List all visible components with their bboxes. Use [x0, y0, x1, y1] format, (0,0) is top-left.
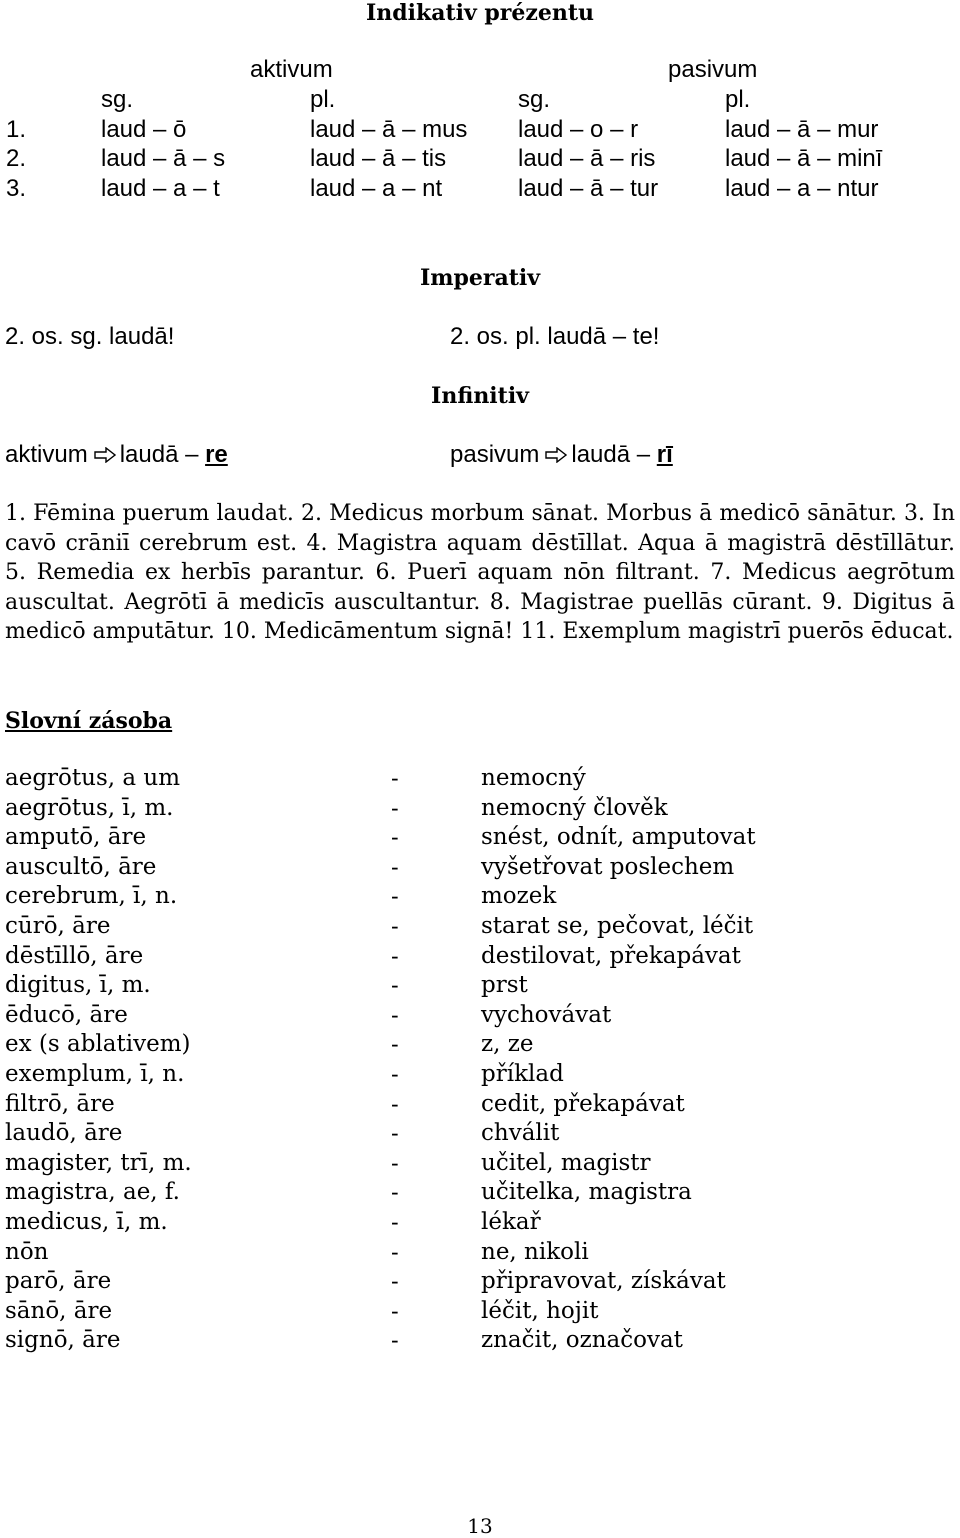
vocabulary-row [5, 794, 905, 824]
vocabulary-czech: destilovat, překapávat [481, 942, 741, 969]
vocabulary-separator: - [391, 1208, 399, 1235]
vocabulary-czech: učitelka, magistra [481, 1179, 692, 1206]
conj-cell: laud – o – r [518, 116, 639, 143]
infinitive-active-ending: re [205, 441, 228, 468]
infinitive-passive-ending: rī [656, 441, 673, 468]
vocabulary-separator: - [391, 1031, 399, 1058]
vocabulary-latin: cūrō, āre [5, 912, 111, 939]
vocabulary-row [5, 971, 905, 1001]
vocabulary-czech: připravovat, získávat [481, 1268, 726, 1295]
vocabulary-latin: ēducō, āre [5, 1001, 128, 1028]
vocabulary-czech: chválit [481, 1120, 560, 1147]
hollow-right-arrow-icon [545, 442, 567, 470]
conj-cell: laud – ā – ris [518, 145, 656, 172]
vocabulary-czech: snést, odnít, amputovat [481, 824, 756, 851]
vocabulary-row [5, 823, 905, 853]
vocabulary-czech: příklad [481, 1060, 564, 1087]
vocabulary-latin: ex (s ablativem) [5, 1031, 191, 1058]
vocabulary-czech: z, ze [481, 1031, 534, 1058]
infinitive-passive [450, 441, 673, 470]
vocabulary-latin: magistra, ae, f. [5, 1179, 180, 1206]
vocabulary-row [5, 1030, 905, 1060]
vocabulary-czech: prst [481, 972, 528, 999]
vocabulary-separator: - [391, 765, 399, 791]
vocabulary-latin: aegrōtus, ī, m. [5, 794, 174, 821]
voice-active-label: aktivum [250, 56, 333, 83]
vocabulary-czech: starat se, pečovat, léčit [481, 912, 754, 939]
vocabulary-row [5, 1208, 905, 1238]
vocabulary-row [5, 882, 905, 912]
vocabulary-separator: - [391, 794, 399, 821]
vocabulary-row [5, 1267, 905, 1297]
vocabulary-czech: nemocný člověk [481, 794, 668, 821]
vocabulary-row [5, 1297, 905, 1327]
vocabulary-row [5, 1238, 905, 1268]
vocabulary-row [5, 1178, 905, 1208]
vocabulary-latin: nōn [5, 1238, 49, 1265]
conj-cell: laud – ā – tur [518, 175, 659, 202]
vocabulary-separator: - [391, 1179, 399, 1206]
vocabulary-latin: medicus, ī, m. [5, 1208, 168, 1235]
conj-cell: laud – ā – tis [310, 145, 447, 172]
vocabulary-czech: léčit, hojit [481, 1297, 599, 1324]
vocabulary-separator: - [391, 1327, 399, 1354]
imperative-sg: 2. os. sg. laudā! [5, 323, 175, 350]
vocabulary-row [5, 1119, 905, 1149]
vocabulary-separator: - [391, 1149, 399, 1176]
vocabulary-latin: sānō, āre [5, 1297, 113, 1324]
header-active-pl: pl. [310, 86, 336, 113]
voice-passive-label: pasivum [668, 56, 758, 83]
conj-cell: laud – ā – mur [725, 116, 879, 143]
vocabulary-row [5, 942, 905, 972]
hollow-right-arrow-icon [94, 442, 116, 470]
vocabulary-latin: laudō, āre [5, 1120, 123, 1147]
vocabulary-row [5, 1149, 905, 1179]
vocabulary-latin: exemplum, ī, n. [5, 1060, 185, 1087]
vocabulary-row [5, 764, 905, 794]
vocabulary-row [5, 1326, 905, 1356]
vocabulary-separator: - [391, 824, 399, 851]
infinitive-passive-stem: laudā – [571, 441, 657, 468]
header-active-sg: sg. [101, 86, 134, 113]
vocabulary-latin: amputō, āre [5, 824, 147, 851]
vocabulary-latin: digitus, ī, m. [5, 972, 151, 999]
conj-cell: laud – ō [101, 116, 187, 143]
vocabulary-separator: - [391, 972, 399, 999]
conj-cell: laud – a – t [101, 175, 220, 202]
vocabulary-latin: aegrōtus, a um [5, 765, 181, 791]
vocabulary-row [5, 1090, 905, 1120]
vocabulary-row [5, 912, 905, 942]
conj-cell: laud – a – ntur [725, 175, 879, 202]
vocabulary-latin: dēstīllō, āre [5, 942, 144, 969]
vocabulary-czech: vyšetřovat poslechem [481, 853, 735, 880]
imperative-title: Imperativ [419, 265, 541, 291]
vocabulary-separator: - [391, 1268, 399, 1295]
header-passive-pl: pl. [725, 86, 751, 113]
vocabulary-czech: lékař [481, 1208, 541, 1235]
conj-cell: laud – ā – mus [310, 116, 468, 143]
vocabulary-title: Slovní zásoba [5, 708, 173, 734]
vocabulary-czech: vychovávat [481, 1001, 612, 1028]
vocabulary-row [5, 1001, 905, 1031]
vocabulary-separator: - [391, 1060, 399, 1087]
vocabulary-latin: signō, āre [5, 1327, 121, 1354]
conj-cell: laud – ā – minī [725, 145, 883, 172]
vocabulary-czech: nemocný [481, 765, 586, 791]
vocabulary-latin: magister, trī, m. [5, 1149, 192, 1176]
row-num: 1. [6, 116, 27, 143]
conj-cell: laud – ā – s [101, 145, 226, 172]
vocabulary-czech: cedit, překapávat [481, 1090, 685, 1117]
vocabulary-separator: - [391, 942, 399, 969]
row-num: 2. [6, 145, 27, 172]
vocabulary-czech: ne, nikoli [481, 1238, 589, 1265]
infinitive-active-stem: laudā – [119, 441, 206, 468]
vocabulary-row [5, 1060, 905, 1090]
vocabulary-row [5, 853, 905, 883]
vocabulary-separator: - [391, 1090, 399, 1117]
infinitive-active [5, 441, 228, 470]
indicative-title: Indikativ prézentu [365, 0, 595, 26]
vocabulary-latin: filtrō, āre [5, 1090, 115, 1117]
infinitive-active-label: aktivum [5, 441, 88, 468]
vocabulary-separator: - [391, 853, 399, 880]
vocabulary-separator: - [391, 912, 399, 939]
vocabulary-separator: - [391, 1120, 399, 1147]
vocabulary-latin: auscultō, āre [5, 853, 157, 880]
vocabulary-latin: parō, āre [5, 1268, 112, 1295]
infinitive-title: Infinitiv [431, 383, 529, 409]
vocabulary-czech: značit, označovat [481, 1327, 683, 1354]
vocabulary-separator: - [391, 883, 399, 910]
practice-sentences: 1. Fēmina puerum laudat. 2. Medicus morbum sānat. Morbus ā medicō sānātur. 3. In cavō crāniī cerebrum est. 4. Magistra aquam dēstīllat. Aqua ā magistrā dēstīllātur. 5. Remedia ex herbīs parantur. 6. Puerī aquam nōn filtrant. 7. Medicus aegrōtum auscultat. Aegrōtī ā medicīs auscultantur. 8. Magistrae puellās cūrant. 9. Digitus ā medicō amputātur. 10. Medicāmentum signā! 11. Exemplum magistrī puerōs ēducat. [5, 501, 955, 645]
header-passive-sg: sg. [518, 86, 551, 113]
vocabulary-separator: - [391, 1001, 399, 1028]
infinitive-passive-label: pasivum [450, 441, 540, 468]
vocabulary-czech: mozek [481, 883, 557, 910]
vocabulary-czech: učitel, magistr [481, 1149, 651, 1176]
row-num: 3. [6, 175, 27, 202]
imperative-pl: 2. os. pl. laudā – te! [450, 323, 660, 350]
vocabulary-separator: - [391, 1238, 399, 1265]
vocabulary-separator: - [391, 1297, 399, 1324]
conj-cell: laud – a – nt [310, 175, 443, 202]
vocabulary-latin: cerebrum, ī, n. [5, 883, 178, 910]
page-number: 13 [467, 1514, 493, 1538]
vocabulary-list [5, 764, 905, 1356]
